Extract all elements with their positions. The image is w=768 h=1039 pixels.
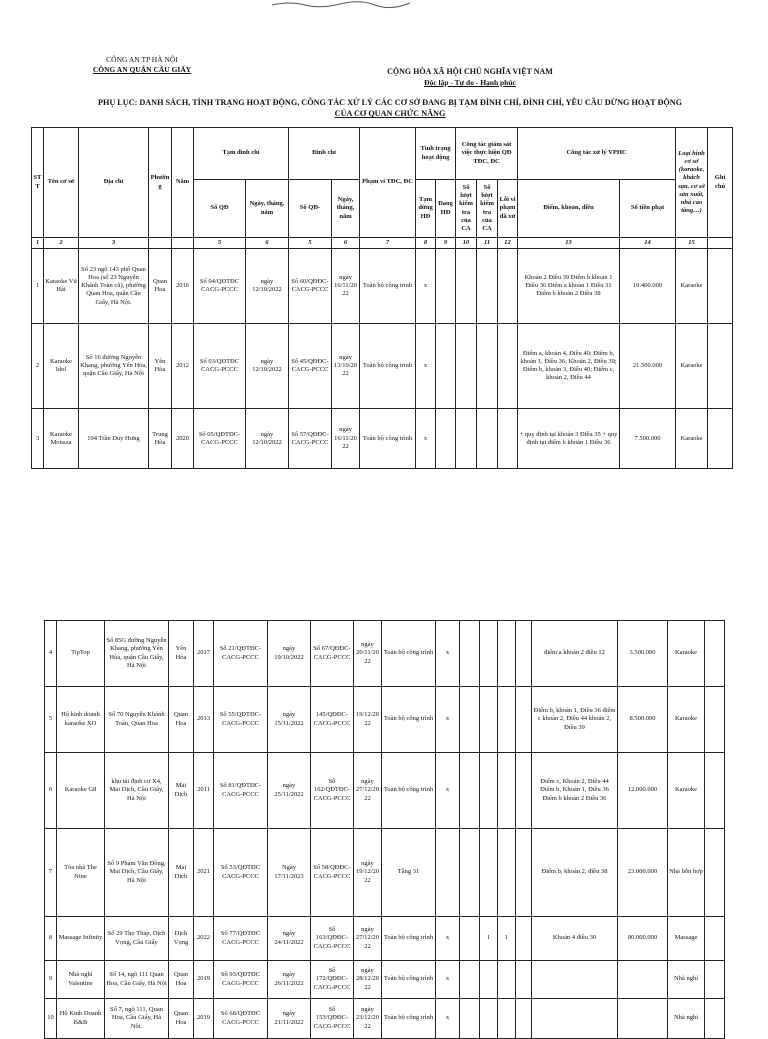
cell-stt: 6 xyxy=(45,753,57,829)
col-tam-dinh-chi: Tạm đình chỉ xyxy=(194,128,289,180)
cell-ngay: ngày 25/11/2022 xyxy=(268,753,311,829)
cell-loai: Massage xyxy=(668,917,705,961)
nation-line-2: Độc lập - Tự do - Hạnh phúc xyxy=(424,78,516,87)
cell-ghi-chu xyxy=(708,409,733,469)
cell-dia-chi: khu tái định cư X4, Mai Dịch, Cầu Giấy, Hà Nội xyxy=(105,753,169,829)
cell-ngay: ngày 26/11/2022 xyxy=(268,961,311,999)
cell-ghi-chu xyxy=(708,324,733,409)
cell-diem: Khoản 2 Điều 39 Điểm b khoản 1 Điều 36 Điểm a khoản 1 Điều 31 Điểm b khoản 2 Điều 38 xyxy=(518,249,620,324)
cell-loi xyxy=(498,409,518,469)
cell-tien: 7.500.000 xyxy=(620,409,676,469)
cell-pham-vi: Toàn bộ công trình xyxy=(382,687,436,753)
col-xu-ly: Công tác xử lý VPHC xyxy=(518,128,676,180)
cell-ngay: ngày 24/11/2022 xyxy=(268,917,311,961)
cell-stt: 7 xyxy=(45,829,57,917)
cell-so-qd-dc: Số 67/QĐĐC-CACG-PCCC xyxy=(311,621,354,687)
cell-tam-dung: x xyxy=(416,409,436,469)
cell-dang-hd xyxy=(460,829,480,917)
cell-phuong: Yên Hòa xyxy=(149,324,172,409)
cell-diem xyxy=(532,999,618,1039)
cell-phuong: Dịch Vọng xyxy=(169,917,194,961)
col-number: 7 xyxy=(360,238,416,249)
col-giam-sat: Công tác giám sát việc thực hiện QĐ TĐC, ĐC xyxy=(456,128,518,180)
cell-stt: 1 xyxy=(32,249,44,324)
cell-ghi-chu xyxy=(705,829,725,917)
cell-tam-dung: x xyxy=(436,621,460,687)
cell-pham-vi: Toàn bộ công trình xyxy=(360,409,416,469)
cell-tien xyxy=(618,961,668,999)
cell-loi xyxy=(498,324,518,409)
cell-dang-hd xyxy=(436,249,456,324)
cell-kt2 xyxy=(477,249,498,324)
cell-loi xyxy=(498,249,518,324)
col-loi-vp: Lỗi vi phạm đã xử xyxy=(498,180,518,238)
cell-diem: Điểm b, khoản 2, điều 38 xyxy=(532,829,618,917)
cell-stt: 4 xyxy=(45,621,57,687)
cell-kt1 xyxy=(456,324,477,409)
cell-so-qd-dc: Số 60/QĐĐC-CACG-PCCC xyxy=(289,249,332,324)
cell-stt: 2 xyxy=(32,324,44,409)
nation-line-1: CỘNG HÒA XÃ HỘI CHỦ NGHĨA VIỆT NAM xyxy=(387,67,553,76)
cell-tam-dung: x xyxy=(436,687,460,753)
cell-so-qd-dc: Số 58/QĐĐC-CACG-PCCC xyxy=(311,829,354,917)
cell-dia-chi: Số 16 đường Nguyễn Khang, phường Yên Hòa, quận Cầu Giấy, Hà Nội xyxy=(79,324,149,409)
cell-pham-vi: Toàn bộ công trình xyxy=(360,324,416,409)
cell-loai: Karaoke xyxy=(676,409,708,469)
col-number xyxy=(149,238,172,249)
col-number: 1 xyxy=(32,238,44,249)
col-so-qd-dc: Số QĐ- xyxy=(289,180,332,238)
cell-ngay: ngày 12/10/2022 xyxy=(246,249,289,324)
col-nam: Năm xyxy=(172,128,194,238)
cell-ngay-dc: ngày 28/12/2022 xyxy=(354,961,382,999)
cell-loai: Karaoke xyxy=(668,753,705,829)
cell-phuong: Mai Dịch xyxy=(169,829,194,917)
cell-loi xyxy=(516,917,532,961)
cell-ten: Hộ kinh doanh karaoke XO xyxy=(57,687,105,753)
cell-nam: 2013 xyxy=(194,687,214,753)
cell-diem: Điểm a, khoản 4, Điều 40; Điểm b, khoản 1, Điều 36; Khoản 2, Điều 39; Điểm b, khoản 3, Điều 40; Điểm c, khoản 2, Điều 44 xyxy=(518,324,620,409)
cell-tam-dung: x xyxy=(436,753,460,829)
cell-ghi-chu xyxy=(705,621,725,687)
cell-loi xyxy=(516,687,532,753)
col-ten-co-so: Tên cơ sở xyxy=(44,128,79,238)
cell-dia-chi: Số 29 Thọ Tháp, Dịch Vọng, Cầu Giấy xyxy=(105,917,169,961)
cell-ngay: ngày 15/11/2022 xyxy=(268,687,311,753)
cell-tien: 8.500.000 xyxy=(618,687,668,753)
col-luot-kt-2: Số lượt kiểm tra của CA xyxy=(477,180,498,238)
cell-stt: 9 xyxy=(45,961,57,999)
cell-ngay: ngày 12/10/2022 xyxy=(246,324,289,409)
col-luot-kt-1: Số lượt kiểm tra của CA xyxy=(456,180,477,238)
national-motto xyxy=(330,66,610,88)
col-number: 5 xyxy=(194,238,246,249)
cell-kt2 xyxy=(498,621,516,687)
cell-tien: 21.500.000 xyxy=(620,324,676,409)
cell-tien: 19.400.000 xyxy=(620,249,676,324)
cell-nam: 2022 xyxy=(194,917,214,961)
cell-dang-hd xyxy=(436,324,456,409)
table-row xyxy=(32,249,733,324)
cell-tam-dung: x xyxy=(416,249,436,324)
cell-nam: 2019 xyxy=(194,999,214,1039)
cell-ngay: ngày 19/10/2022 xyxy=(268,621,311,687)
title-line-1: PHỤ LỤC: DANH SÁCH, TÌNH TRẠNG HOẠT ĐỘNG, CÔNG TÁC XỬ LÝ CÁC CƠ SỞ ĐANG BỊ TẠM ĐÌNH CHỈ, ĐÌNH CHỈ, YÊU CẦU DỪNG HOẠT ĐỘNG xyxy=(97,98,683,107)
cell-nam: 2012 xyxy=(172,324,194,409)
cell-ghi-chu xyxy=(708,249,733,324)
table-row xyxy=(45,687,725,753)
col-dinh-chi: Đình chỉ xyxy=(289,128,360,180)
table-row xyxy=(32,324,733,409)
table-row xyxy=(45,753,725,829)
cell-dia-chi: Số 9 Phạm Văn Đồng, Mai Dịch, Cầu Giấy, Hà Nội xyxy=(105,829,169,917)
cell-kt1 xyxy=(480,829,498,917)
cell-ngay: ngày 12/10/2022 xyxy=(246,409,289,469)
cell-kt2 xyxy=(498,829,516,917)
cell-dia-chi: 194 Trần Duy Hưng xyxy=(79,409,149,469)
cell-phuong: Trung Hòa xyxy=(149,409,172,469)
cell-so-qd: Số 55/QĐTĐC-CACG-PCCC xyxy=(214,687,268,753)
cell-kt1 xyxy=(480,621,498,687)
cell-so-qd: Số 77/QĐTĐC CACG-PCCC xyxy=(214,917,268,961)
cell-ghi-chu xyxy=(705,687,725,753)
cell-kt2 xyxy=(498,961,516,999)
cell-dia-chi: Số 23 ngõ 143 phố Quan Hoa (số 23 Nguyễn Khánh Toàn cũ), phường Quan Hoa, quận Cầu Giấy, Hà Nội. xyxy=(79,249,149,324)
cell-ten: Karaoke Vũ Hải xyxy=(44,249,79,324)
cell-kt1 xyxy=(480,753,498,829)
cell-phuong: Quan Hoa xyxy=(169,961,194,999)
cell-loi xyxy=(516,961,532,999)
cell-tien: 80.000.000 xyxy=(618,917,668,961)
cell-ngay: Ngày 17/11/2023 xyxy=(268,829,311,917)
cell-stt: 5 xyxy=(45,687,57,753)
col-number: 3 xyxy=(79,238,149,249)
cell-phuong: Quan Hoa xyxy=(169,687,194,753)
col-ghi-chu: Ghi chú xyxy=(708,128,733,238)
cell-pham-vi: Toàn bộ công trình xyxy=(382,917,436,961)
cell-loai: Karaoke xyxy=(668,621,705,687)
cell-ghi-chu xyxy=(705,999,725,1039)
issuing-agency xyxy=(62,55,222,75)
col-number: 6 xyxy=(246,238,289,249)
agency-line-1: CÔNG AN TP HÀ NỘI xyxy=(106,55,178,64)
cell-so-qd: Số 03/QĐTĐC CACG-PCCC xyxy=(194,324,246,409)
cell-kt1 xyxy=(456,409,477,469)
cell-dia-chi: Số 70 Nguyễn Khánh Toàn, Quan Hoa xyxy=(105,687,169,753)
cell-dang-hd xyxy=(460,621,480,687)
cell-pham-vi: Toàn bộ công trình xyxy=(382,999,436,1039)
cell-phuong: Yên Hòa xyxy=(169,621,194,687)
col-diem-khoan: Điểm, khoản, điều xyxy=(518,180,620,238)
cell-ten: Hộ Kinh Doanh B&B xyxy=(57,999,105,1039)
cell-dang-hd xyxy=(460,753,480,829)
cell-so-qd: Số 93/QĐTĐC CACG-PCCC xyxy=(214,961,268,999)
cell-pham-vi: Tầng 31 xyxy=(382,829,436,917)
cell-stt: 8 xyxy=(45,917,57,961)
facility-table-bottom xyxy=(44,620,725,1039)
cell-tam-dung: x xyxy=(436,917,460,961)
table-row xyxy=(45,829,725,917)
cell-diem: Điểm c, Khoản 2, Điều 44 Điểm b, Khoản 1, Điều 36 Điểm b khoản 2 Điều 36 xyxy=(532,753,618,829)
col-dang-hd: Đang HĐ xyxy=(436,180,456,238)
cell-dia-chi: Số 85G đường Nguyễn Khang, phường Yên Hòa, quận Cầu Giấy, Hà Nội xyxy=(105,621,169,687)
cell-kt1 xyxy=(480,999,498,1039)
cell-ngay-dc: ngày 16/11/2022 xyxy=(332,409,360,469)
cell-loai: Karaoke xyxy=(676,249,708,324)
cell-nam: 2021 xyxy=(194,829,214,917)
col-so-qd: Số QĐ xyxy=(194,180,246,238)
cell-so-qd-dc: Số 45/QĐĐC-CACG-PCCC xyxy=(289,324,332,409)
agency-line-2: CÔNG AN QUẬN CẦU GIẤY xyxy=(92,65,192,74)
col-tam-dung: Tạm dừng HĐ xyxy=(416,180,436,238)
cell-so-qd: Số 81/QĐTĐC-CACG-PCCC xyxy=(214,753,268,829)
cell-nam: 2017 xyxy=(194,621,214,687)
cell-so-qd-dc: Số 57/QĐĐC-CACG-PCCC xyxy=(289,409,332,469)
cell-kt1 xyxy=(480,687,498,753)
col-tinh-trang: Tình trạng hoạt động xyxy=(416,128,456,180)
col-phuong: Phường xyxy=(149,128,172,238)
cell-ngay-dc: ngày 19/12/2022 xyxy=(354,829,382,917)
cell-stt: 10 xyxy=(45,999,57,1039)
cell-kt2 xyxy=(477,409,498,469)
facility-table-top xyxy=(31,127,733,469)
col-number: 11 xyxy=(477,238,498,249)
col-number: 14 xyxy=(620,238,676,249)
scan-mark xyxy=(270,0,420,8)
col-number: 5 xyxy=(289,238,332,249)
table-row xyxy=(45,917,725,961)
cell-ngay-dc: ngày 16/11/2022 xyxy=(332,249,360,324)
cell-loai: Karaoke xyxy=(668,687,705,753)
cell-ten: Karaoke G8 xyxy=(57,753,105,829)
cell-ngay-dc: 19/12/2022 xyxy=(354,687,382,753)
cell-ten: Karaoke Monaza xyxy=(44,409,79,469)
title-line-2: CỦA CƠ QUAN CHỨC NĂNG xyxy=(334,109,446,118)
table-row xyxy=(45,621,725,687)
cell-dang-hd xyxy=(460,999,480,1039)
cell-pham-vi: Toàn bộ công trình xyxy=(382,961,436,999)
col-number: 9 xyxy=(436,238,456,249)
cell-diem: + quy định tại khoản 3 Điều 35 + quy định tại điểm b khoản 1 Điều 36 xyxy=(518,409,620,469)
cell-stt: 3 xyxy=(32,409,44,469)
cell-tien: 3.500.000 xyxy=(618,621,668,687)
col-ngay: Ngày, tháng, năm xyxy=(246,180,289,238)
col-number: 13 xyxy=(518,238,620,249)
cell-dang-hd xyxy=(460,917,480,961)
cell-kt2 xyxy=(498,687,516,753)
cell-dang-hd xyxy=(436,409,456,469)
table-row xyxy=(45,999,725,1039)
cell-diem xyxy=(532,961,618,999)
column-number-row xyxy=(32,238,733,249)
cell-kt1 xyxy=(456,249,477,324)
col-pham-vi: Phạm vi TĐC, ĐC xyxy=(360,128,416,238)
cell-ngay: ngày 21/11/2022 xyxy=(268,999,311,1039)
cell-tien: 23.000.000 xyxy=(618,829,668,917)
col-number xyxy=(172,238,194,249)
col-stt: STT xyxy=(32,128,44,238)
cell-so-qd-dc: Số 162/QĐTĐC-CACG-PCCC xyxy=(311,753,354,829)
col-number: 10 xyxy=(456,238,477,249)
cell-so-qd-dc: Số 153/QĐĐC-CACG-PCCC xyxy=(311,999,354,1039)
col-number: 15 xyxy=(676,238,708,249)
document-title xyxy=(40,97,740,119)
cell-pham-vi: Toàn bộ công trình xyxy=(382,621,436,687)
cell-loai: Nhà hỗn hợp xyxy=(668,829,705,917)
col-dia-chi: Địa chỉ xyxy=(79,128,149,238)
cell-ngay-dc: ngày 27/12/2022 xyxy=(354,753,382,829)
cell-so-qd-dc: Số 163/QĐĐC-CACG-PCCC xyxy=(311,917,354,961)
col-number xyxy=(708,238,733,249)
cell-tien: 12.000.000 xyxy=(618,753,668,829)
cell-kt1: 1 xyxy=(480,917,498,961)
cell-diem: Khoản 4 điều 30 xyxy=(532,917,618,961)
cell-ten: Nhà nghỉ Valentine xyxy=(57,961,105,999)
cell-ten: Tòa nhà The Nine xyxy=(57,829,105,917)
cell-pham-vi: Toàn bộ công trình xyxy=(382,753,436,829)
cell-nam: 2020 xyxy=(172,409,194,469)
cell-so-qd: Số 53/QĐTĐC CACG-PCCC xyxy=(214,829,268,917)
cell-so-qd-dc: Số 172/QĐĐC-CACG-PCCC xyxy=(311,961,354,999)
col-loai-hinh: Loại hình cơ sở (karaoke, khách sạn, cơ sở sản xuất, nhà cao tầng…) xyxy=(676,128,708,238)
cell-tam-dung: x xyxy=(436,961,460,999)
col-ngay-dc: Ngày, tháng, năm xyxy=(332,180,360,238)
cell-loi xyxy=(516,753,532,829)
cell-nam: 2011 xyxy=(194,753,214,829)
cell-tam-dung: x xyxy=(436,999,460,1039)
cell-phuong: Quan Hoa xyxy=(149,249,172,324)
table-row xyxy=(45,961,725,999)
cell-kt2 xyxy=(498,999,516,1039)
cell-so-qd: Số 68/QĐTĐC CACG-PCCC xyxy=(214,999,268,1039)
cell-dia-chi: Số 14, ngõ 111 Quan Hoa, Cầu Giấy, Hà Nội xyxy=(105,961,169,999)
cell-loi xyxy=(516,621,532,687)
cell-ngay-dc: ngày 27/12/2022 xyxy=(354,917,382,961)
cell-loai: Karaoke xyxy=(676,324,708,409)
cell-nam: 2019 xyxy=(194,961,214,999)
cell-phuong: Mai Dịch xyxy=(169,753,194,829)
cell-ghi-chu xyxy=(705,961,725,999)
cell-loi xyxy=(516,829,532,917)
cell-so-qd: Số 04/QĐTĐC CACG-PCCC xyxy=(194,249,246,324)
col-number: 6 xyxy=(332,238,360,249)
cell-tam-dung xyxy=(436,829,460,917)
cell-nam: 2016 xyxy=(172,249,194,324)
cell-kt2 xyxy=(498,753,516,829)
col-number: 12 xyxy=(498,238,518,249)
cell-ghi-chu xyxy=(705,917,725,961)
cell-ngay-dc: ngày 23/12/2022 xyxy=(354,999,382,1039)
col-number: 2 xyxy=(44,238,79,249)
cell-phuong: Quan Hoa xyxy=(169,999,194,1039)
cell-pham-vi: Toàn bộ công trình xyxy=(360,249,416,324)
cell-so-qd-dc: 145/QĐĐC-CACG-PCCC xyxy=(311,687,354,753)
cell-diem: Điểm b, khoản 1, Điều 36 điểm c khoản 2, Điều 44 khoản 2, Điều 39 xyxy=(532,687,618,753)
cell-dang-hd xyxy=(460,687,480,753)
cell-ten: Karaoke Idol xyxy=(44,324,79,409)
cell-ngay-dc: ngày 13/10/2022 xyxy=(332,324,360,409)
cell-ghi-chu xyxy=(705,753,725,829)
cell-ten: TipTop xyxy=(57,621,105,687)
cell-so-qd: Số 21/QĐTĐC-CACG-PCCC xyxy=(214,621,268,687)
cell-dang-hd xyxy=(460,961,480,999)
table-row xyxy=(32,409,733,469)
cell-kt2 xyxy=(477,324,498,409)
cell-tien xyxy=(618,999,668,1039)
cell-loi xyxy=(516,999,532,1039)
col-number: 8 xyxy=(416,238,436,249)
cell-diem: điểm a khoản 2 điều 12 xyxy=(532,621,618,687)
cell-dia-chi: Số 7, ngõ 111, Quan Hoa, Cầu Giấy, Hà Nội. xyxy=(105,999,169,1039)
cell-ten: Massage Infinity xyxy=(57,917,105,961)
cell-so-qd: Số 05/QĐTĐC-CACG-PCCC xyxy=(194,409,246,469)
cell-loai: Nhà nghỉ xyxy=(668,999,705,1039)
cell-loai: Nhà nghỉ xyxy=(668,961,705,999)
cell-kt1 xyxy=(480,961,498,999)
col-tien-phat: Số tiền phạt xyxy=(620,180,676,238)
cell-ngay-dc: ngày 20/11/2022 xyxy=(354,621,382,687)
cell-tam-dung: x xyxy=(416,324,436,409)
cell-kt2: 1 xyxy=(498,917,516,961)
